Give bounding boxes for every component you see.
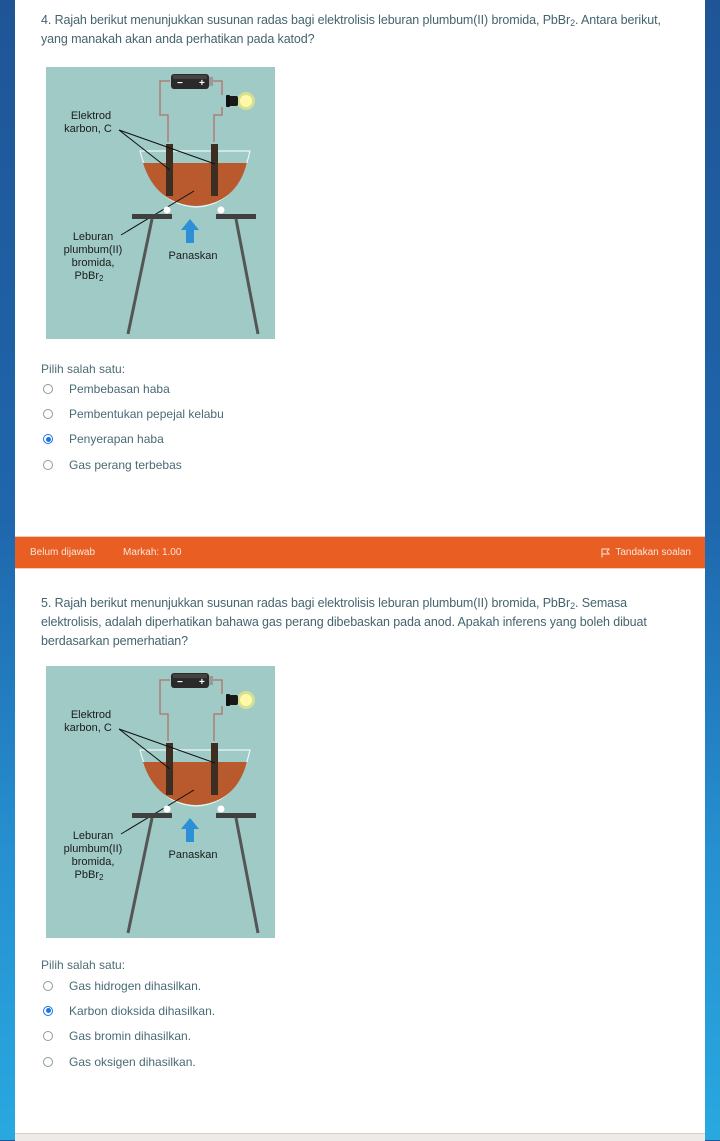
formula-subscript: 2 [570,601,575,611]
label-heat: Panaskan [168,849,218,861]
option-label: Pembentukan pepejal kelabu [69,406,224,421]
radio-button[interactable] [43,981,53,991]
electrode-right [211,743,218,795]
heat-arrow-icon [181,818,199,842]
flag-question-button[interactable] [601,547,691,558]
answer-state: Belum dijawab [30,547,96,558]
answer-option[interactable] [43,973,215,998]
battery-icon [171,673,213,688]
tripod-leg [236,219,258,334]
tripod-leg [128,818,152,933]
light-bulb-icon [226,691,255,709]
wire-left [160,680,170,741]
flag-icon [601,548,610,558]
answer-option[interactable] [43,401,224,426]
label-melt-formula: PbBr2 [74,869,104,882]
molten-lead-bromide [143,762,247,805]
battery-icon [171,74,213,89]
marks-value: Markah: 1.00 [123,547,182,558]
support-dot [164,207,171,214]
electrolysis-diagram [46,67,275,339]
light-bulb-icon [226,92,255,110]
wire-right [212,81,222,142]
label-electrode: karbon, C [64,722,112,734]
wire-right [212,680,222,741]
battery-minus-sign: − [177,677,183,688]
radio-button-checked[interactable] [43,1006,53,1016]
tripod-top-right [216,813,256,818]
battery-minus-sign: − [177,78,183,89]
answer-options [43,973,215,1074]
question-text-part: . Antara berikut, yang manakah akan anda perhatikan pada katod? [41,13,661,46]
answer-option-selected[interactable] [43,998,215,1023]
answer-option[interactable] [43,1024,215,1049]
label-melt: bromida, [71,257,115,269]
wire-left [160,81,170,142]
tripod-top-left [132,813,172,818]
option-label: Penyerapan haba [69,432,164,447]
electrolysis-diagram-svg [46,67,275,339]
label-melt: plumbum(II) [63,244,123,256]
battery-plus-sign: + [199,677,205,688]
label-melt: Leburan [72,231,114,243]
quiz-panel [15,0,705,1140]
label-melt-formula: PbBr2 [74,270,104,283]
question-text-part: Rajah berikut menunjukkan susunan radas bagi elektrolisis leburan plumbum(II) bromida, PbBr [54,13,571,27]
electrode-right [211,144,218,196]
answer-prompt: Pilih salah satu: [41,958,126,972]
support-dot [218,806,225,813]
label-electrode: Elektrod [70,709,112,721]
label-electrode: Elektrod [70,110,112,122]
label-melt: Leburan [72,830,114,842]
question-number: 4. [41,13,52,27]
radio-button[interactable] [43,1057,53,1067]
label-melt: plumbum(II) [63,843,123,855]
tripod-leg [128,219,152,334]
flag-question-label: Tandakan soalan [615,547,691,558]
option-label: Pembebasan haba [69,381,170,396]
answer-option[interactable] [43,376,224,401]
battery-plus-sign: + [199,78,205,89]
option-label: Karbon dioksida dihasilkan. [69,1003,216,1018]
tripod-leg [236,818,258,933]
tripod-top-left [132,214,172,219]
label-electrode: karbon, C [64,123,112,135]
support-dot [218,207,225,214]
question-text-part: Rajah berikut menunjukkan susunan radas bagi elektrolisis leburan plumbum(II) bromida, PbBr [54,596,571,610]
label-heat: Panaskan [168,250,218,262]
answer-option[interactable] [43,452,224,477]
radio-button[interactable] [43,460,53,470]
question-status-bar [15,537,705,568]
tripod-top-right [216,214,256,219]
radio-button-checked[interactable] [43,434,53,444]
answer-option[interactable] [43,1049,215,1074]
electrolysis-diagram [46,666,275,938]
heat-arrow-icon [181,219,199,243]
answer-options [43,376,224,477]
support-dot [164,806,171,813]
question-text-part: . Semasa elektrolisis, adalah diperhatikan bahawa gas perang dibebaskan pada anod. Apakah inferens yang boleh dibuat berdasarkan pemerhatian? [41,596,647,648]
question-5-text [41,594,671,651]
option-label: Gas oksigen dihasilkan. [69,1054,196,1069]
radio-button[interactable] [43,384,53,394]
option-label: Gas perang terbebas [69,457,182,472]
radio-button[interactable] [43,409,53,419]
question-4-text [41,11,671,49]
answer-prompt: Pilih salah satu: [41,362,126,376]
formula-subscript: 2 [570,18,575,28]
option-label: Gas hidrogen dihasilkan. [69,978,202,993]
electrolysis-diagram-svg [46,666,275,938]
question-number: 5. [41,596,52,610]
option-label: Gas bromin dihasilkan. [69,1029,192,1044]
label-melt: bromida, [71,856,115,868]
answer-option-selected[interactable] [43,427,224,452]
molten-lead-bromide [143,163,247,206]
radio-button[interactable] [43,1031,53,1041]
